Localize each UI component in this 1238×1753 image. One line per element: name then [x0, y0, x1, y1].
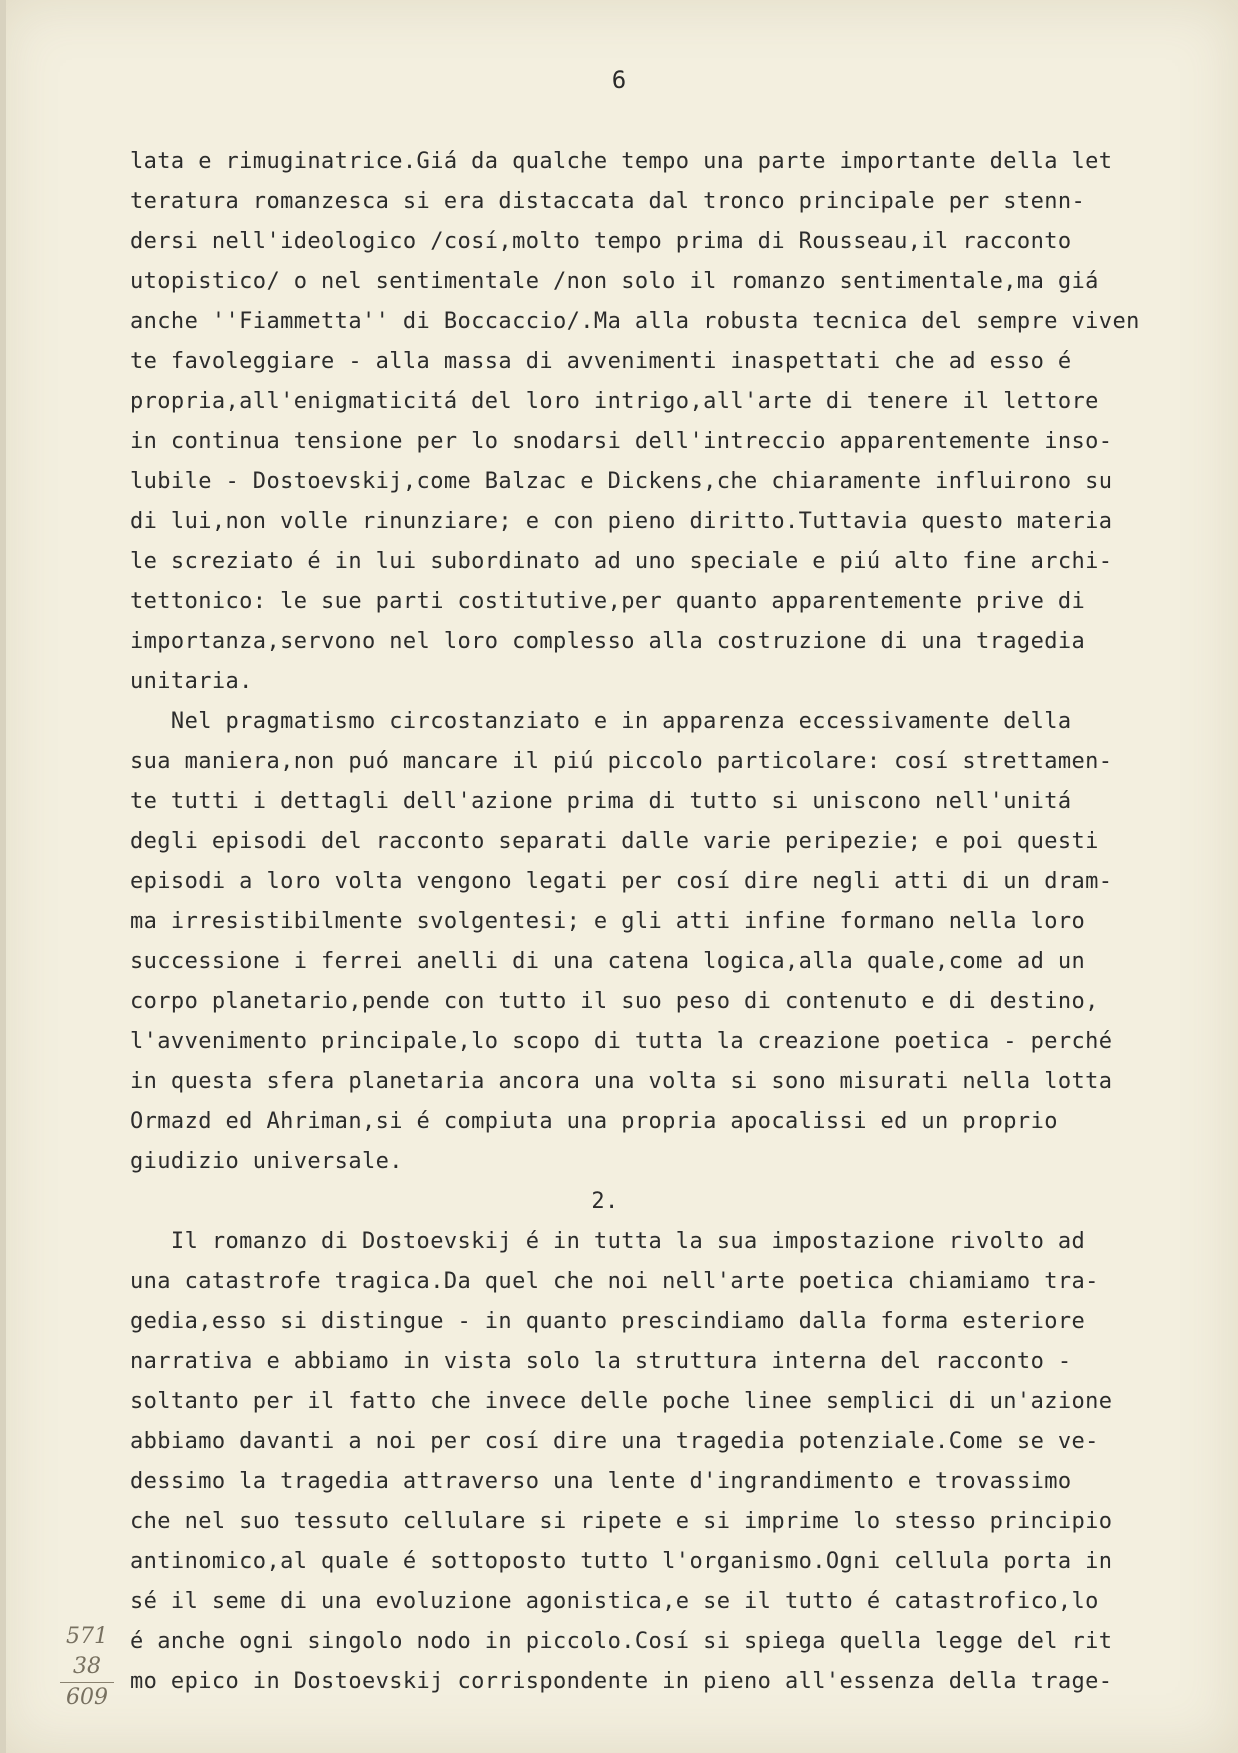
page-edge [0, 0, 6, 1753]
text-line: Ormazd ed Ahriman,si é compiuta una propria apocalissi ed un proprio [130, 1109, 1058, 1134]
text-line: lata e rimuginatrice.Giá da qualche tempo una parte importante della let [130, 149, 1113, 174]
text-line: narrativa e abbiamo in vista solo la struttura interna del racconto - [130, 1349, 1072, 1374]
margin-note-top: 571 [66, 1624, 108, 1649]
text-line: episodi a loro volta vengono legati per cosí dire negli atti di un dram- [130, 869, 1113, 894]
text-line: antinomico,al quale é sottoposto tutto l'organismo.Ogni cellula porta in [130, 1549, 1113, 1574]
text-line: una catastrofe tragica.Da quel che noi nell'arte poetica chiamiamo tra- [130, 1269, 1099, 1294]
text-line: giudizio universale. [130, 1149, 403, 1174]
text-line: degli episodi del racconto separati dalle varie peripezie; e poi questi [130, 829, 1099, 854]
text-line: successione i ferrei anelli di una catena logica,alla quale,come ad un [130, 949, 1086, 974]
text-line: propria,all'enigmaticitá del loro intrigo,all'arte di tenere il lettore [130, 389, 1099, 414]
text-line: te tutti i dettagli dell'azione prima di tutto si uniscono nell'unitá [130, 789, 1072, 814]
text-line: in questa sfera planetaria ancora una volta si sono misurati nella lotta [130, 1069, 1113, 1094]
text-line: anche ''Fiammetta'' di Boccaccio/.Ma alla robusta tecnica del sempre viven [130, 309, 1140, 334]
text-line: l'avvenimento principale,lo scopo di tutta la creazione poetica - perché [130, 1029, 1113, 1054]
text-line: teratura romanzesca si era distaccata dal tronco principale per stenn- [130, 189, 1086, 214]
text-line: mo epico in Dostoevskij corrispondente in pieno all'essenza della trage- [130, 1669, 1113, 1694]
text-line: ma irresistibilmente svolgentesi; e gli atti infine formano nella loro [130, 909, 1086, 934]
text-line: dessimo la tragedia attraverso una lente d'ingrandimento e trovassimo [130, 1469, 1072, 1494]
text-line: é anche ogni singolo nodo in piccolo.Cosí si spiega quella legge del rit [130, 1629, 1113, 1654]
text-line: dersi nell'ideologico /cosí,molto tempo prima di Rousseau,il racconto [130, 229, 1072, 254]
text-line: di lui,non volle rinunziare; e con pieno diritto.Tuttavia questo materia [130, 509, 1113, 534]
text-line: sé il seme di una evoluzione agonistica,e se il tutto é catastrofico,lo [130, 1589, 1099, 1614]
page-number: 6 [611, 66, 627, 94]
typewritten-text [130, 142, 1210, 1702]
handwritten-margin-note [52, 1622, 122, 1713]
text-line: lubile - Dostoevskij,come Balzac e Dickens,che chiaramente influirono su [130, 469, 1113, 494]
paragraph-start-line: Nel pragmatismo circostanziato e in apparenza eccessivamente della [130, 709, 1072, 734]
section-number: 2. [591, 1189, 619, 1214]
paragraph-start-line: Il romanzo di Dostoevskij é in tutta la sua impostazione rivolto ad [130, 1229, 1086, 1254]
text-line: le screziato é in lui subordinato ad uno speciale e piú alto fine archi- [130, 549, 1113, 574]
text-line: unitaria. [130, 669, 253, 694]
text-line: tettonico: le sue parti costitutive,per quanto apparentemente prive di [130, 589, 1086, 614]
text-line: sua maniera,non puó mancare il piú piccolo particolare: cosí strettamen- [130, 749, 1113, 774]
text-line: te favoleggiare - alla massa di avvenimenti inaspettati che ad esso é [130, 349, 1072, 374]
margin-note-bottom: 609 [66, 1685, 108, 1710]
text-line: importanza,servono nel loro complesso alla costruzione di una tragedia [130, 629, 1086, 654]
text-line: utopistico/ o nel sentimentale /non solo il romanzo sentimentale,ma giá [130, 269, 1099, 294]
text-line: corpo planetario,pende con tutto il suo peso di contenuto e di destino, [130, 989, 1099, 1014]
text-line: gedia,esso si distingue - in quanto prescindiamo dalla forma esteriore [130, 1309, 1086, 1334]
text-line: che nel suo tessuto cellulare si ripete e si imprime lo stesso principio [130, 1509, 1113, 1534]
text-line: abbiamo davanti a noi per cosí dire una tragedia potenziale.Come se ve- [130, 1429, 1099, 1454]
text-line: in continua tensione per lo snodarsi dell'intreccio apparentemente inso- [130, 429, 1113, 454]
text-line: soltanto per il fatto che invece delle poche linee semplici di un'azione [130, 1389, 1113, 1414]
margin-note-middle: 38 [73, 1654, 101, 1679]
